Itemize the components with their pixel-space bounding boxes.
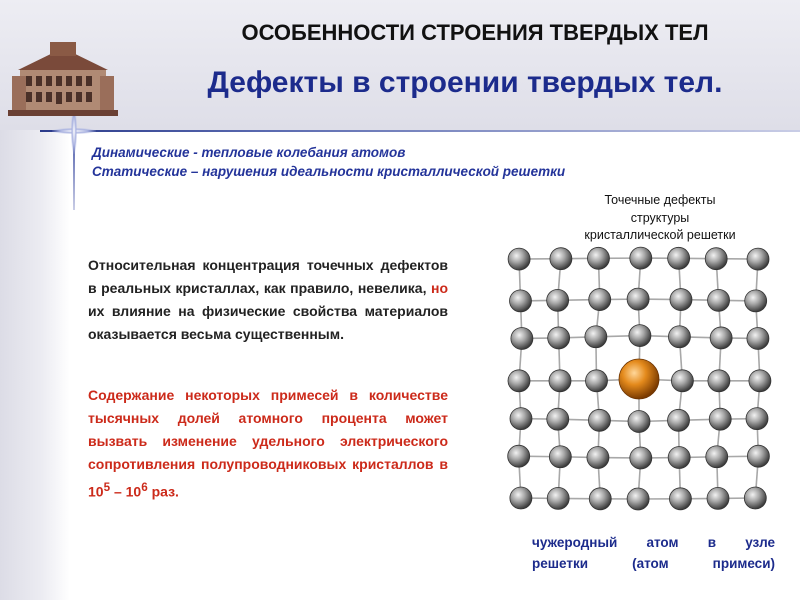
lattice-atom bbox=[709, 408, 731, 430]
lattice-atom bbox=[589, 488, 611, 510]
page-subtitle: ОСОБЕННОСТИ СТРОЕНИЯ ТВЕРДЫХ ТЕЛ bbox=[241, 20, 709, 45]
building-logo bbox=[8, 40, 118, 120]
lattice-atom bbox=[705, 248, 727, 270]
lattice-atom bbox=[587, 447, 609, 469]
lattice-atom bbox=[744, 487, 766, 509]
paragraph1-text-end: их влияние на физические свойства материалов оказывается весьма существенным. bbox=[88, 303, 448, 342]
lattice-atom bbox=[630, 247, 652, 269]
paragraph2-text: Содержание некоторых примесей в количестве тысячных долей атомного процента может вызвать изменение удельного электрического сопротивления полупроводниковых кристаллов в 10 bbox=[88, 387, 448, 500]
lattice-atom bbox=[747, 327, 769, 349]
lattice-atom bbox=[746, 408, 768, 430]
lattice-atom bbox=[671, 370, 693, 392]
impurity-caption-line2: решетки (атом примеси) bbox=[532, 556, 775, 571]
lattice-atom bbox=[508, 370, 530, 392]
paragraph2-dash: – 10 bbox=[110, 483, 142, 500]
lattice-atom bbox=[510, 487, 532, 509]
left-band bbox=[0, 130, 70, 600]
lattice-atom bbox=[670, 289, 692, 311]
impurity-caption-line1: чужеродный атом в узле bbox=[532, 535, 775, 550]
lattice-atom bbox=[511, 327, 533, 349]
lattice-atom bbox=[547, 408, 569, 430]
lattice-caption-line2: структуры bbox=[630, 210, 690, 225]
lattice-atom bbox=[549, 370, 571, 392]
lattice-atom bbox=[629, 325, 651, 347]
static-defects-text: Статические – нарушения идеальности кристаллической решетки bbox=[92, 164, 566, 179]
lattice-atom bbox=[630, 447, 652, 469]
lattice-atom bbox=[548, 327, 570, 349]
crystal-lattice-diagram bbox=[500, 240, 790, 530]
lattice-atom bbox=[549, 446, 571, 468]
impurity-atom-caption bbox=[532, 532, 775, 574]
lattice-atom bbox=[668, 409, 690, 431]
lattice-caption-line3: кристаллической решетки bbox=[584, 228, 736, 242]
lattice-atom bbox=[749, 370, 771, 392]
lattice-atom bbox=[586, 370, 608, 392]
defect-types bbox=[92, 143, 772, 181]
lattice-atom bbox=[708, 289, 730, 311]
lattice-atom bbox=[668, 447, 690, 469]
lattice-atom bbox=[510, 408, 532, 430]
lattice-atom bbox=[627, 288, 649, 310]
paragraph2-exp2: 6 bbox=[141, 481, 148, 494]
paragraph2-exp1: 5 bbox=[103, 481, 111, 494]
lattice-atom bbox=[745, 290, 767, 312]
lattice-atom bbox=[710, 327, 732, 349]
paragraph1-highlight: но bbox=[430, 280, 448, 296]
lattice-atom bbox=[669, 488, 691, 510]
lattice-atom bbox=[747, 248, 769, 270]
paragraph1-text-start: Относительная концентрация точечных дефектов в реальных кристаллах, как правило, невелика, bbox=[88, 257, 448, 296]
lattice-atom bbox=[707, 487, 729, 509]
lattice-caption bbox=[545, 192, 775, 245]
impurity-paragraph bbox=[88, 384, 448, 504]
lattice-atom bbox=[627, 488, 649, 510]
lattice-atom bbox=[550, 248, 572, 270]
lattice-atom bbox=[547, 487, 569, 509]
lattice-atom bbox=[589, 289, 611, 311]
horizontal-rule bbox=[40, 130, 800, 132]
dynamic-defects-text: Динамические - тепловые колебания атомов bbox=[92, 145, 406, 160]
lattice-atom bbox=[547, 289, 569, 311]
paragraph2-end: раз. bbox=[147, 483, 179, 500]
concentration-paragraph bbox=[88, 254, 448, 346]
lattice-atom bbox=[706, 446, 728, 468]
lattice-atom bbox=[508, 248, 530, 270]
lattice-atom bbox=[628, 411, 650, 433]
lattice-atom bbox=[588, 409, 610, 431]
lattice-caption-line1: Точечные дефекты bbox=[604, 193, 716, 207]
lattice-atom bbox=[708, 370, 730, 392]
lattice-atom bbox=[585, 326, 607, 348]
lattice-atom bbox=[510, 290, 532, 312]
page-title: Дефекты в строении твердых тел. bbox=[207, 66, 723, 99]
lattice-atom bbox=[747, 445, 769, 467]
lattice-atom bbox=[668, 326, 690, 348]
impurity-atom bbox=[619, 359, 659, 399]
lattice-atom bbox=[508, 445, 530, 467]
lattice-atom bbox=[587, 247, 609, 269]
lattice-atom bbox=[668, 247, 690, 269]
